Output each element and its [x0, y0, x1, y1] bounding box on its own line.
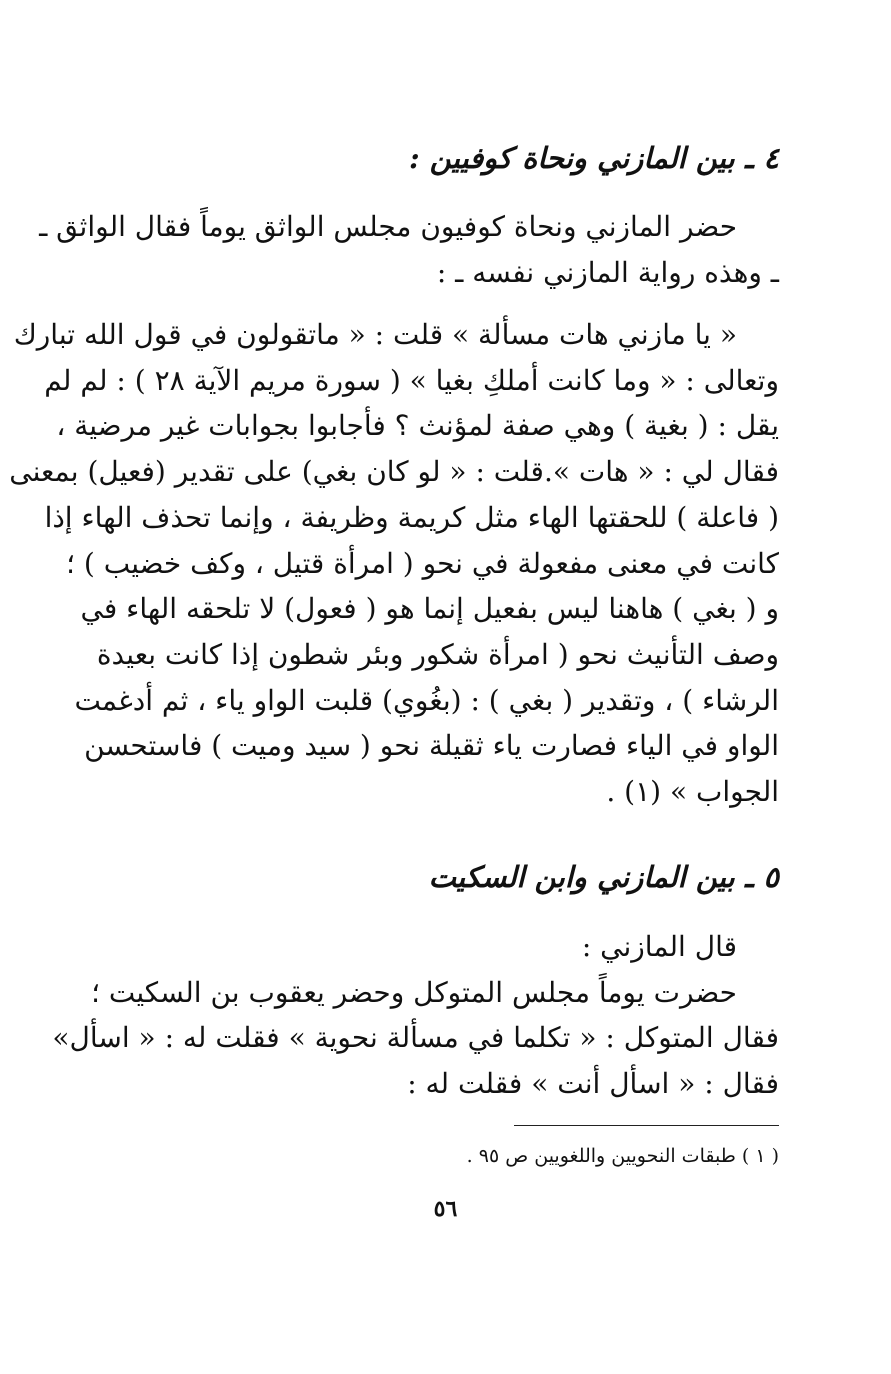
- section-4-heading: ٤ ـ بين المازني ونحاة كوفيين :: [408, 141, 779, 175]
- text-line: وتعالى : « وما كانت أملكِ بغيا » ( سورة مريم الآية ٢٨ ) : لم لم: [44, 363, 779, 397]
- text-line: الرشاء ) ، وتقدير ( بغي ) : (بغُوي) قلبت الواو ياء ، ثم أدغمت: [74, 683, 779, 717]
- text-line: ـ وهذه رواية المازني نفسه ـ :: [436, 255, 779, 289]
- text-line: يقل : ( بغية ) وهي صفة لمؤنث ؟ فأجابوا بجوابات غير مرضية ،: [56, 409, 779, 443]
- section-5-heading: ٥ ـ بين المازني وابن السكيت: [428, 860, 779, 894]
- section-4-body: [9, 312, 779, 815]
- footnote: ( ١ ) طبقات النحويين واللغويين ص ٩٥ .: [466, 1145, 779, 1167]
- page-number: ٥٦: [433, 1196, 458, 1222]
- footnote-divider: [514, 1125, 779, 1126]
- text-line: ( فاعلة ) للحقتها الهاء مثل كريمة وظريفة ، وإنما تحذف الهاء إذا: [44, 500, 779, 534]
- text-line: و ( بغي ) هاهنا ليس بفعيل إنما هو ( فعول) لا تلحقه الهاء في: [80, 592, 779, 626]
- text-line: حضرت يوماً مجلس المتوكل وحضر يعقوب بن السكيت ؛: [91, 975, 737, 1009]
- section-5-body: [52, 924, 779, 1106]
- text-line: قال المازني :: [581, 930, 737, 963]
- text-line: وصف التأنيث نحو ( امرأة شكور وبئر شطون إذا كانت بعيدة: [96, 637, 779, 671]
- section-4-intro: [39, 204, 779, 295]
- text-line: « يا مازني هات مسألة » قلت : « ماتقولون في قول الله تبارك: [13, 318, 737, 351]
- text-line: فقال : « اسأل أنت » فقلت له :: [407, 1066, 779, 1100]
- text-line: حضر المازني ونحاة كوفيون مجلس الواثق يوماً فقال الواثق ـ: [39, 210, 737, 243]
- text-line: الواو في الياء فصارت ياء ثقيلة نحو ( سيد وميت ) فاستحسن: [84, 729, 779, 763]
- text-line: فقال المتوكل : « تكلما في مسألة نحوية » فقلت له : « اسأل»: [52, 1021, 779, 1054]
- text-line: الجواب » (١) .: [606, 775, 779, 809]
- text-line: فقال لي : « هات ».قلت : « لو كان بغي) على تقدير (فعيل) بمعنى: [9, 455, 779, 489]
- text-line: كانت في معنى مفعولة في نحو ( امرأة قتيل ، وكف خضيب ) ؛: [66, 546, 779, 580]
